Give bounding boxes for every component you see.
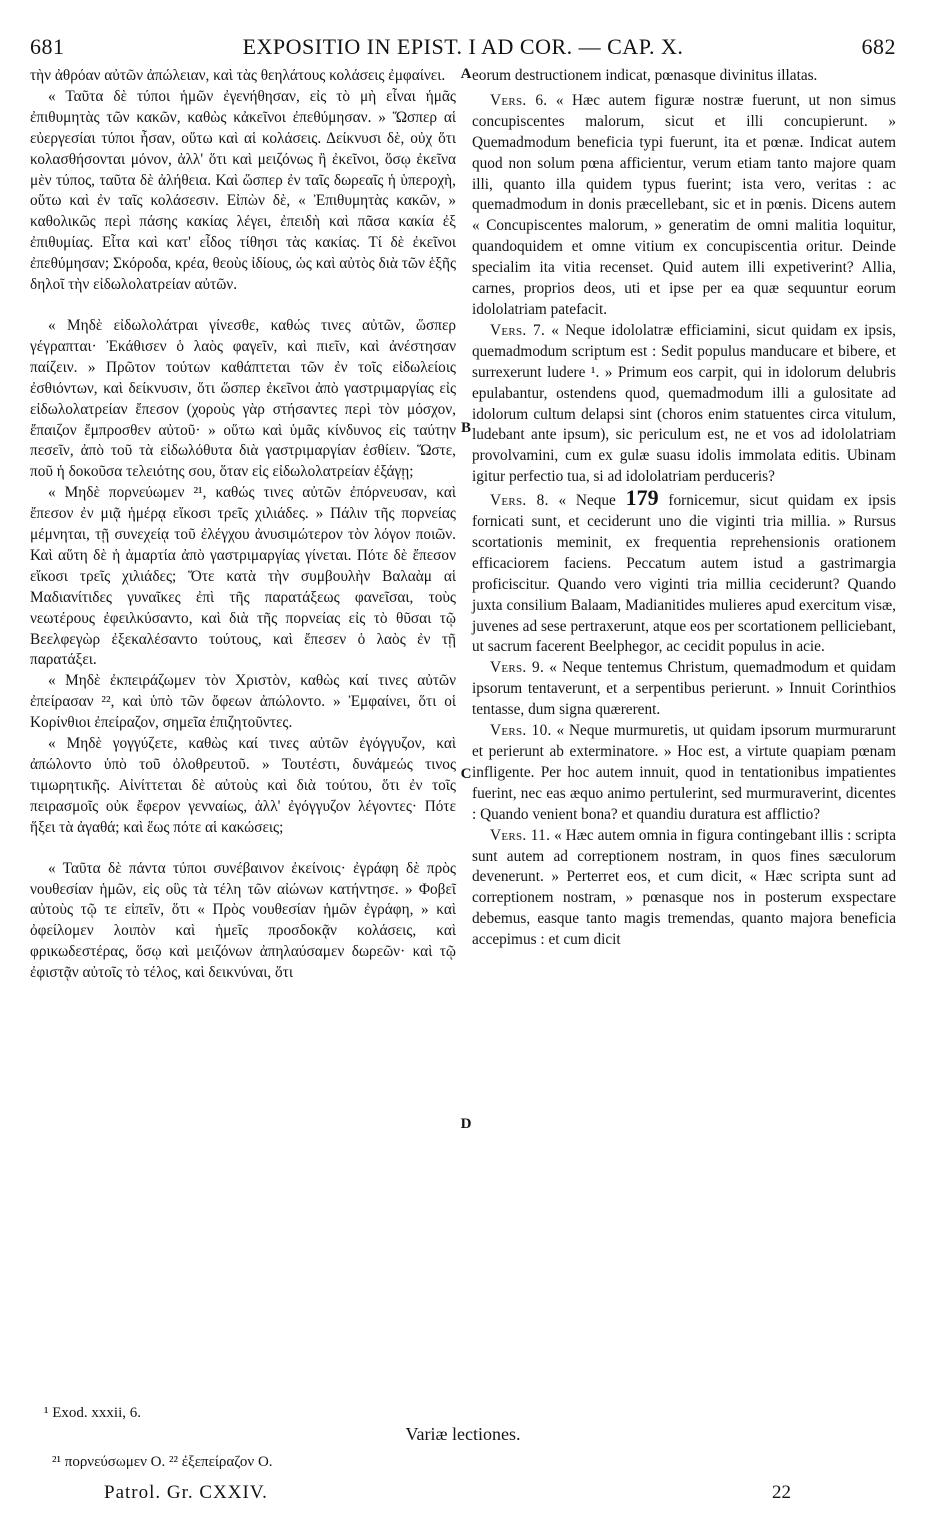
verse-label: Vers. 8. [490,492,549,510]
latin-column [472,66,896,951]
verse-label: Vers. 11. [490,826,551,844]
greek-paragraph: « Ταῦτα δὲ τύποι ἡμῶν ἐγενήθησαν, εἰς τὸ μὴ εἶναι ἡμᾶς ἐπιθυμητὰς τῶν κακῶν, καθὼς κἀκεῖνοι ἐπεθύμησαν. » Ὥσπερ αἱ εὐεργεσίαι τύποι ἦσαν, οὕτω καὶ αἱ κολάσεις. Δείκνυσι δὲ, οὐχ ὅτι κολασθήσονται μόνον, ἀλλ' ὅτι καὶ μειζόνως ἢ ἐκεῖνοι, ὅσῳ ἐκεῖνα μὲν τύπος, ταῦτα δὲ ἀλήθεια. Καὶ ὥσπερ ἐν ταῖς δωρεαῖς ἡ ὑπεροχὴ, οὕτω καὶ ἐν ταῖς κολάσεσιν. Εἰπὼν δὲ, « Ἐπιθυμητὰς κακῶν, » καθολικῶς περὶ πάσης κακίας λέγει, ἐπειδὴ καὶ πᾶσα κακία ἐξ ἐπιθυμίας. Εἶτα καὶ κατ' εἶδος τίθησι τὰς κακίας. Τί δὲ ἐκεῖνοι ἐπεθύμησαν; Σκόροδα, κρέα, θεοὺς ἰδίους, ὡς καὶ αὐτὸς διὰ τῶν ἑξῆς δηλοῖ τὴν εἰδωλολατρείαν αὐτῶν. [30,87,456,294]
running-head [30,34,896,64]
footnote: ¹ Exod. xxxii, 6. [44,1405,141,1421]
latin-verse-7 [472,321,896,488]
latin-verse-9 [472,658,896,721]
greek-paragraph: « Ταῦτα δὲ πάντα τύποι συνέβαινον ἐκείνοις· ἐγράφη δὲ πρὸς νουθεσίαν ἡμῶν, εἰς οὓς τὰ τέλη τῶν αἰώνων κατήντησε. » Φοβεῖ αὐτοὺς τῷ τε εἰπεῖν, ὅτι « Πρὸς νουθεσίαν ἡμῶν ἐγράφη, » καὶ ὀφείλομεν λοιπὸν καὶ ἡμεῖς προσδοκᾷν κολάσεις, καὶ φρικωδεστέρας, ὅσῳ καὶ μειζόνων ἀπηλαύσαμεν δωρεῶν· καὶ τῷ ἐφιστᾷν αὐτοῖς τὸ τέλος, καὶ δεικνύναι, ὅτι [30,859,456,982]
greek-paragraph: τὴν ἀθρόαν αὐτῶν ἀπώλειαν, καὶ τὰς θεηλάτους κολάσεις ἐμφαίνει. [30,67,446,84]
greek-paragraph: « Μηδὲ εἰδωλολάτραι γίνεσθε, καθώς τινες αὐτῶν, ὥσπερ γέγραπται· Ἐκάθισεν ὁ λαὸς φαγεῖν, καὶ πιεῖν, καὶ ἀνέστησαν παίζειν. » Πρῶτον τούτων καθάπτεται τῶν ἐν τοῖς εἰδωλείοις ἐσθιόντων, καὶ δείκνυσιν, ὅτι ὥσπερ ἐκεῖνοι ἀπὸ γαστριμαργίας εἰς εἰδωλολατρείαν ἔπεσον (χοροὺς γὰρ στήσαντες περὶ τὸν μόσχον, ἔπαιζον ἔμπροσθεν αὐτοῦ· » οὕτω καὶ ὑμᾶς κίνδυνος εἰς ταύτην πεσεῖν, ἀπὸ τοῦ τὰ εἰδωλόθυτα διὰ γαστριμαργίαν ἐσθίειν. Ὥστε, ποῦ ἡ δοκοῦσα τελειότης σου, ὅταν εἰς εἰδωλολατρείαν ἐξάγῃ; [30,316,456,481]
verse-label: Vers. 9. [490,659,545,677]
verse-text: « Neque idololatræ efficiamini, sicut quidam ex ipsis, quemadmodum scriptum est : Sedit populus manducare et bibere, et surrexerunt ludere ¹. » Primum eos carpit, qui in idolorum delubris epulabantur, ostendens quod, quemadmodum illi a gulositate ad idolorum cultum delapsi sint (choros enim statuentes circa vitulum, ludebant ante ipsum), sic periculum est, ne et vos ad idololatriam provolvamini, cum ex gulæ suasu idolis immolata editis. Ubinam igitur perfectio tua, si ad idololatriam perduceris? [472,321,896,486]
verse-text: « Neque tentemus Christum, quemadmodum et quidam ipsorum tentaverunt, et a serpentibus perierunt. » Innuit Corinthios tentasse, dum signa quærerent. [472,659,896,719]
verse-label: Vers. 7. [490,321,546,339]
column-number: 179 [625,485,659,511]
page-number-left: 681 [30,34,65,59]
latin-verse-6 [472,91,896,321]
variant-readings: ²¹ πορνεύσωμεν O. ²² ἐξεπείραζον O. [52,1454,273,1470]
latin-verse-8 [472,485,896,658]
greek-paragraph: « Μηδὲ γογγύζετε, καθὼς καί τινες αὐτῶν ἐγόγγυζον, καὶ ἀπώλοντο ὑπὸ τοῦ ὀλοθρευτοῦ. » Τουτέστι, δυνάμεώς τινος τιμωρητικῆς. Αἰνίττεται δὲ αὐτοὺς καὶ διὰ τούτου, ὅτι ἐν τοῖς πειρασμοῖς οὐκ ἔφερον γενναίως, ἀλλ' ἐγόγγυζον λέγοντες· Πότε ἥξει τὰ ἀγαθά; καὶ ἕως πότε αἱ κακώσεις; [30,735,456,836]
greek-paragraph: « Μηδὲ ἐκπειράζωμεν τὸν Χριστὸν, καθὼς καί τινες αὐτῶν ἐπείρασαν ²², καὶ ὑπὸ τῶν ὄφεων ἀπώλοντο. » Ἐμφαίνει, ὅτι οἱ Κορίνθιοι ἐπείραζον, σημεῖα ἐπιζητοῦντες. [30,672,456,732]
patrologia-signature: Patrol. Gr. CXXIV. [104,1482,268,1503]
margin-letter-a: A [460,66,472,82]
page-number-right: 682 [861,34,896,59]
verse-text: « Neque [548,492,626,510]
greek-column [30,66,456,984]
running-title: EXPOSITIO IN EPIST. I AD COR. — CAP. X. [242,34,684,59]
verse-text: « Hæc autem figuræ nostræ fuerunt, ut non simus concupiscentes malorum, sicut et illi concupierunt. » Quemadmodum beneficia typi fuerunt, ita et pœnæ. Indicat autem quod non solum pœna afficientur, verum etiam tanto majore quam illi, quanto illa quidem typus fuerint; ista vero, veritas : ac quemadmodum in donis præcellebant, sic et in pœnis. Dicens autem « Concupiscentes malorum, » generatim de omni malitia loquitur, quandoquidem et omne vitium ex concupiscentia oritur. Deinde specialim ita vitia recenset. Quid autem illi expetiverint? Allia, carnes, proprios deos, uti et ipse per ea quæ sequuntur eorum idololatriam patefacit. [472,91,896,318]
verse-text: « Neque murmuretis, ut quidam ipsorum murmurarunt et perierunt ab exterminatore. » Hoc est, a virtute quapiam pœnam infligente. Per hoc autem innuit, quod in tentationibus impatientes fuerint, nec eas æquo animo pertulerint, sed murmuraverint, dicentes : Quando venient bona? et quandiu duratura est afflictio? [472,722,896,823]
margin-letter-d: D [460,1116,472,1132]
gathering-signature: 22 [772,1482,791,1503]
variae-lectiones-title: Variæ lectiones. [405,1424,521,1444]
margin-letter-c: C [460,766,472,782]
verse-text: fornicemur, sicut quidam ex ipsis fornicati sunt, et ceciderunt uno die viginti tria millia. » Rursus scortationis meminit, ex frequentia reprehensionis orationem efficaciorem faciens. Peccatum autem istud a gastrimargia proficiscitur. Quando vero viginti tria millia ceciderunt? Quando juxta consilium Balaam, Madianitides mulieres apud exercitum visæ, juvenes ad sese pertraxerunt, atque eos per scortationem pelliciebant, ut sacrum facerent Beelphegor, ac cecidit populus in acie. [472,492,896,656]
verse-label: Vers. 6. [490,91,548,109]
verse-text: « Hæc autem omnia in figura contingebant illis : scripta sunt autem ad correptionem nostram, in quos fines sæculorum devenerunt. » Perterret eos, et cum dicit, « Hæc scripta sunt ad correptionem nostram, » pœnasque nos in posterum exspectare debemus, easque tanto magis tremendas, quanto majora beneficia accepimus : et cum dicit [472,826,897,949]
verse-label: Vers. 10. [490,722,552,740]
margin-letter-b: B [460,420,471,436]
latin-verse-11 [472,826,896,951]
latin-verse-10 [472,721,896,826]
latin-paragraph: eorum destructionem indicat, pœnasque divinitus illatas. [472,67,818,84]
greek-paragraph: « Μηδὲ πορνεύωμεν ²¹, καθώς τινες αὐτῶν ἐπόρνευσαν, καὶ ἔπεσον ἐν μιᾷ ἡμέρᾳ εἴκοσι τρεῖς χιλιάδες. » Πάλιν τῆς πορνείας μέμνηται, τῇ συνεχείᾳ τοῦ ἐλέγχου ἀνυσιμώτερον τὸν λόγον ποιῶν. Καὶ αὕτη δὲ ἡ ἁμαρτία ἀπὸ γαστριμαργίας γίνεται. Πότε δὲ ἔπεσον εἴκοσι τρεῖς χιλιάδες; Ὅτε κατὰ τὴν συμβουλὴν Βαλαὰμ αἱ Μαδιανίτιδες γυναῖκες ἐπὶ τῆς παρατάξεως φανεῖσαι, τοὺς νεωτέρους ἐφειλκύσαντο, καὶ διὰ τῆς πορνείας εἰς τὸ θῦσαι τῷ Βεελφεγὼρ ἐξεκαλέσαντο τούτους, καὶ ἔπεσεν ὁ λαὸς ἐν τῇ παρατάξει. [30,484,456,669]
